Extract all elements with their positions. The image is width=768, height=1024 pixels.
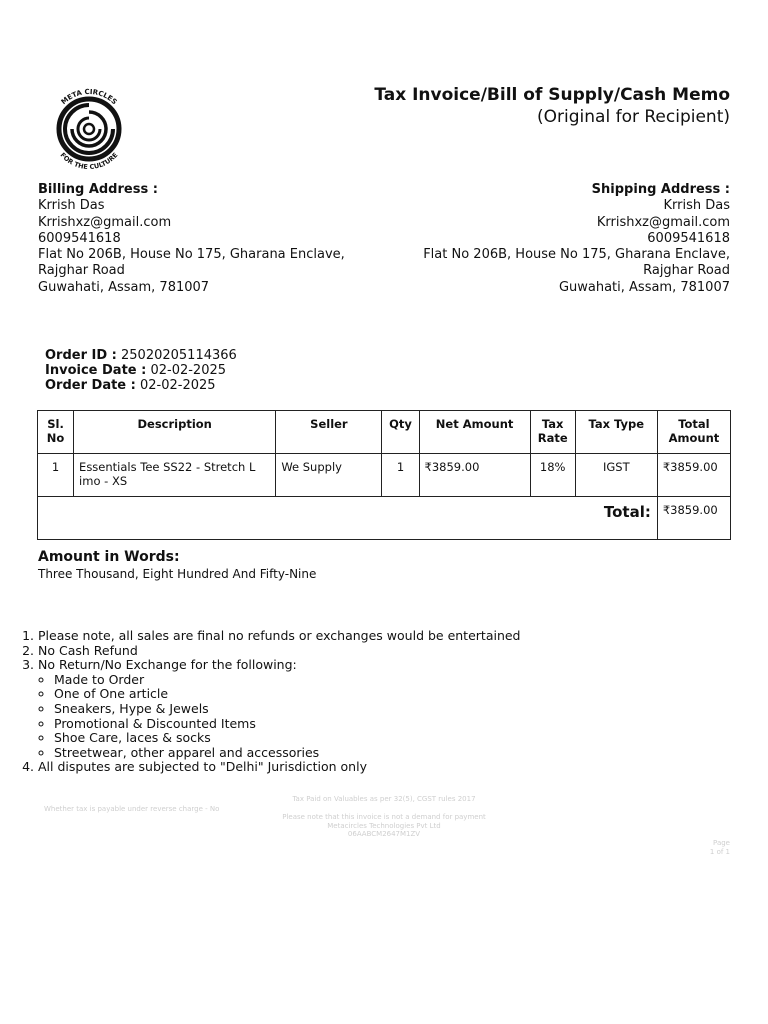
footer-gstin: 06AABCM2647M1ZV [347, 830, 421, 838]
items-table [37, 410, 731, 540]
shipping-email: Krrishxz@gmail.com [596, 214, 730, 230]
shipping-line1: Flat No 206B, House No 175, Gharana Enclave, [423, 247, 730, 263]
footer-demand-note: Please note that this invoice is not a demand for payment [282, 813, 486, 821]
list-item: ◦ One of One article [54, 687, 521, 702]
footer-company-block [0, 813, 768, 839]
terms-list [0, 629, 521, 775]
billing-line2: Rajghar Road [38, 263, 125, 279]
total-value: ₹3859.00 [657, 497, 730, 540]
billing-city: Guwahati, Assam, 781007 [38, 279, 210, 295]
col-header-tax-rate: Tax Rate [530, 411, 575, 454]
page-label: Page [713, 839, 730, 847]
footer-reverse-charge: Whether tax is payable under reverse charge - No [44, 805, 220, 813]
footer-page-number [710, 839, 730, 856]
term-1: 1. Please note, all sales are final no refunds or exchanges would be entertained [38, 629, 521, 644]
total-label: Total: [38, 497, 658, 540]
invoice-title-block [374, 84, 730, 128]
shipping-name: Krrish Das [663, 198, 730, 214]
order-id: 25020205114366 [121, 348, 237, 363]
term-3-sublist [38, 673, 521, 761]
order-date: 02-02-2025 [139, 378, 216, 393]
shipping-line2: Rajghar Road [643, 263, 730, 279]
page-num: 1 of 1 [709, 847, 730, 856]
shipping-phone: 6009541618 [647, 230, 730, 246]
footer-tax-note: Tax Paid on Valuables as per 32(5), CGST rules 2017 [292, 795, 476, 803]
col-header-tax-type: Tax Type [575, 411, 657, 454]
cell-seller: We Supply [276, 454, 382, 497]
list-item: ◦ Shoe Care, laces & socks [54, 731, 521, 746]
total-row [38, 497, 731, 540]
invoice-subtitle: (Original for Recipient) [537, 107, 730, 127]
order-id-label: Order ID : [45, 348, 117, 363]
list-item: ◦ Made to Order [54, 673, 521, 688]
col-header-sl: Sl. No [38, 411, 74, 454]
order-details [45, 348, 237, 393]
amount-in-words: Three Thousand, Eight Hundred And Fifty-Nine [38, 567, 317, 581]
cell-tax-type: IGST [575, 454, 657, 497]
invoice-title: Tax Invoice/Bill of Supply/Cash Memo [374, 85, 730, 105]
term-4: 4. All disputes are subjected to "Delhi" Jurisdiction only [38, 760, 521, 775]
list-item: ◦ Sneakers, Hype & Jewels [54, 702, 521, 717]
billing-name: Krrish Das [38, 198, 105, 214]
order-date-label: Order Date : [45, 378, 136, 393]
meta-circles-logo-icon [40, 80, 138, 178]
billing-address-heading: Billing Address : [38, 182, 158, 197]
shipping-address [423, 182, 730, 296]
table-header-row [38, 411, 731, 454]
shipping-city: Guwahati, Assam, 781007 [558, 279, 730, 295]
invoice-date-label: Invoice Date : [45, 363, 147, 378]
billing-address [38, 182, 345, 296]
footer-company: Metacircles Technologies Pvt Ltd [327, 821, 441, 830]
list-item: ◦ Streetwear, other apparel and accessories [54, 746, 521, 761]
cell-description: Essentials Tee SS22 - Stretch L imo - XS [74, 454, 276, 497]
logo-top-text: META CIRCLES [59, 87, 119, 107]
billing-email: Krrishxz@gmail.com [38, 214, 172, 230]
shipping-address-heading: Shipping Address : [591, 182, 730, 197]
col-header-qty: Qty [382, 411, 419, 454]
term-3 [38, 658, 521, 760]
amount-in-words-heading: Amount in Words: [38, 549, 180, 565]
col-header-description: Description [74, 411, 276, 454]
cell-net-amount: ₹3859.00 [419, 454, 530, 497]
company-logo [40, 80, 138, 178]
term-3-text: No Return/No Exchange for the following: [38, 657, 297, 673]
cell-sl: 1 [38, 454, 74, 497]
billing-line1: Flat No 206B, House No 175, Gharana Enclave, [38, 247, 345, 263]
term-2: 2. No Cash Refund [38, 644, 521, 659]
col-header-seller: Seller [276, 411, 382, 454]
billing-phone: 6009541618 [38, 230, 121, 246]
invoice-date: 02-02-2025 [150, 363, 227, 378]
cell-tax-rate: 18% [530, 454, 575, 497]
col-header-net-amount: Net Amount [419, 411, 530, 454]
cell-total: ₹3859.00 [657, 454, 730, 497]
col-header-total: Total Amount [657, 411, 730, 454]
list-item: ◦ Promotional & Discounted Items [54, 717, 521, 732]
logo-bottom-text: FOR THE CULTURE [58, 151, 120, 172]
cell-qty: 1 [382, 454, 419, 497]
table-row [38, 454, 731, 497]
